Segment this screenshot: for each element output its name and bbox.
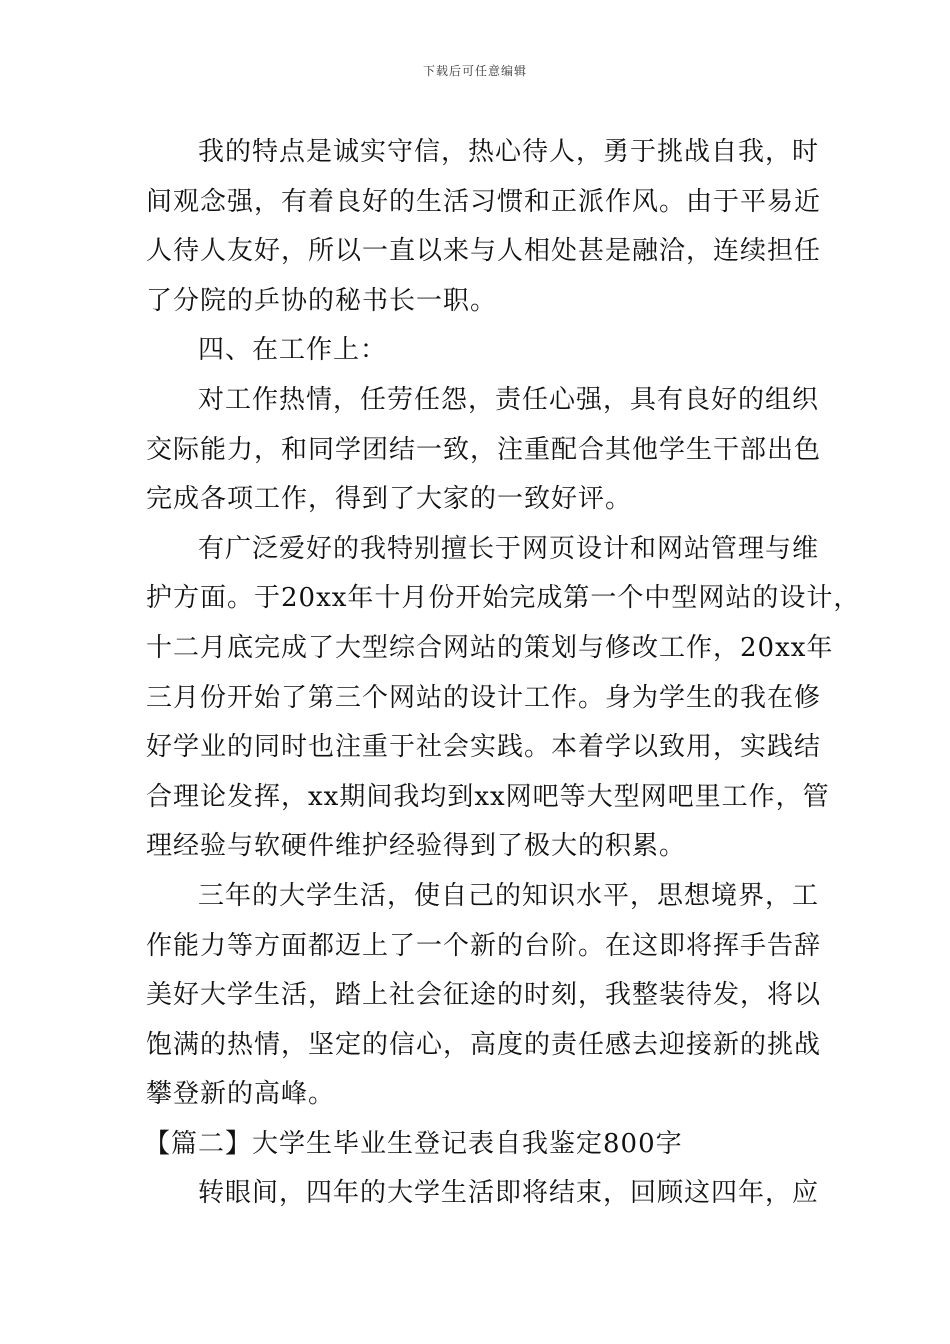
paragraph-line: 饱满的热情，坚定的信心，高度的责任感去迎接新的挑战 <box>146 1029 822 1060</box>
paragraph-line: 十二月底完成了大型综合网站的策划与修改工作，20xx年 <box>146 632 834 663</box>
paragraph-line: 合理论发挥，xx期间我均到xx网吧等大型网吧里工作，管 <box>146 781 830 812</box>
paragraph-line: 美好大学生活，踏上社会征途的时刻，我整装待发，将以 <box>146 980 822 1011</box>
paragraph-line: 间观念强，有着良好的生活习惯和正派作风。由于平易近 <box>146 186 822 217</box>
paragraph-line: 护方面。于20xx年十月份开始完成第一个中型网站的设计， <box>146 583 861 614</box>
paragraph-line: 人待人友好，所以一直以来与人相处甚是融洽，连续担任 <box>146 236 822 267</box>
paragraph-line: 对工作热情，任劳任怨，责任心强，具有良好的组织 <box>198 384 820 415</box>
article-heading: 【篇二】大学生毕业生登记表自我鉴定800字 <box>144 1128 683 1159</box>
paragraph-line: 三年的大学生活，使自己的知识水平，思想境界，工 <box>198 880 820 911</box>
paragraph-line: 理经验与软硬件维护经验得到了极大的积累。 <box>146 831 687 862</box>
paragraph-line: 完成各项工作，得到了大家的一致好评。 <box>146 484 633 515</box>
paragraph-line: 了分院的乒协的秘书长一职。 <box>146 285 498 316</box>
paragraph-line: 交际能力，和同学团结一致，注重配合其他学生干部出色 <box>146 434 822 465</box>
document-body <box>144 128 861 1219</box>
paragraph-line: 三月份开始了第三个网站的设计工作。身为学生的我在修 <box>146 682 822 713</box>
paragraph-line: 攀登新的高峰。 <box>146 1079 336 1110</box>
section-heading-line: 四、在工作上： <box>198 335 388 366</box>
paragraph-line: 我的特点是诚实守信，热心待人，勇于挑战自我，时 <box>198 137 820 167</box>
paragraph-line: 好学业的同时也注重于社会实践。本着学以致用，实践结 <box>146 732 822 763</box>
paragraph-line: 转眼间，四年的大学生活即将结束，回顾这四年，应 <box>198 1178 820 1209</box>
paragraph-line: 有广泛爱好的我特别擅长于网页设计和网站管理与维 <box>198 533 820 564</box>
page-header-note: 下载后可任意编辑 <box>422 64 527 78</box>
paragraph-line: 作能力等方面都迈上了一个新的台阶。在这即将挥手告辞 <box>146 930 822 961</box>
